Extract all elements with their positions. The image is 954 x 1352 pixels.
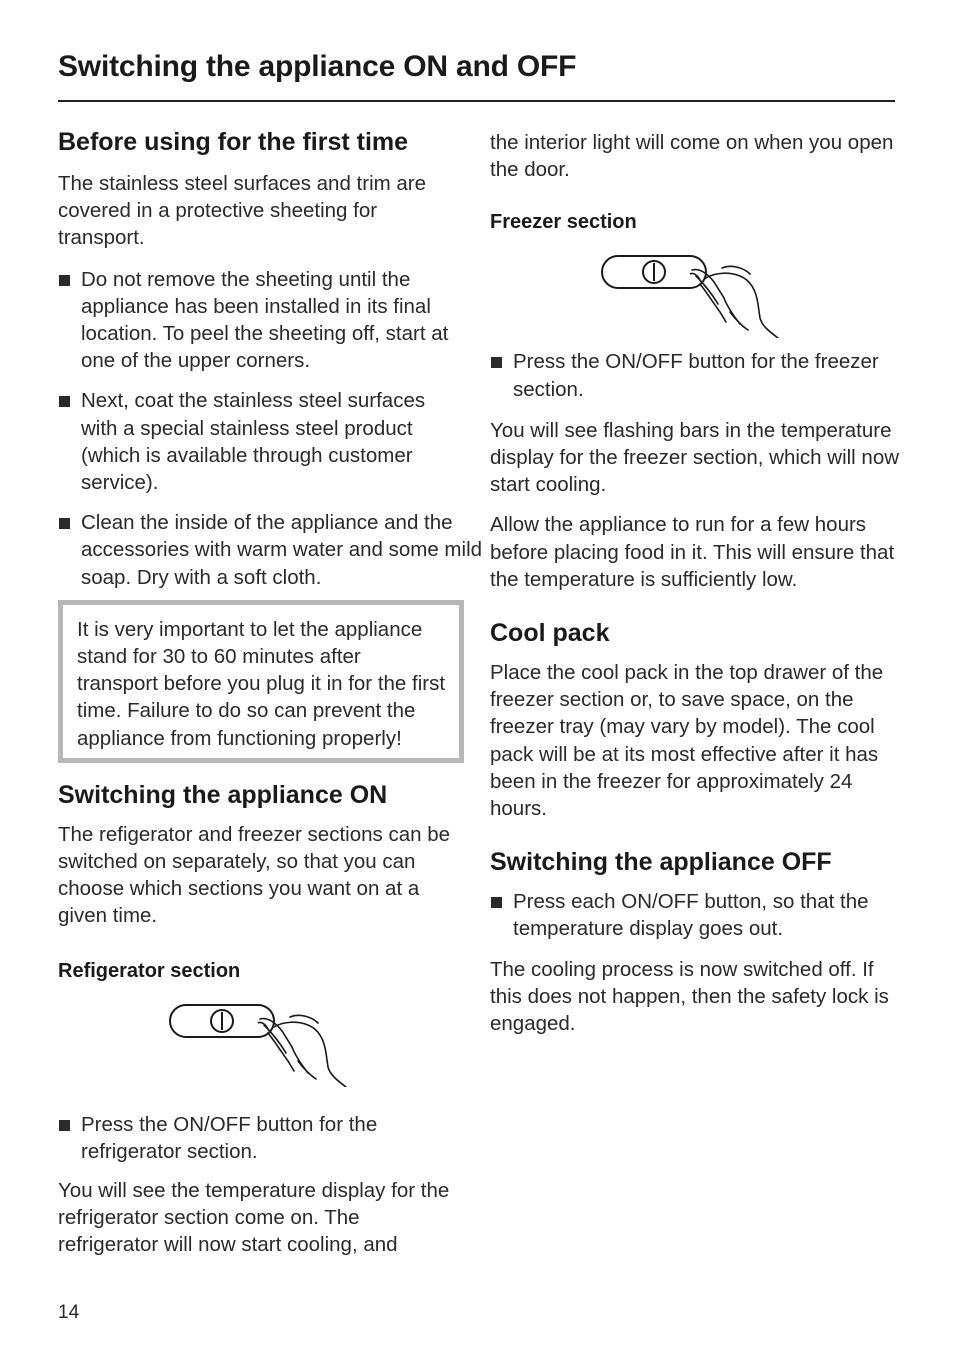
important-notice [58, 600, 464, 763]
switching-off-heading: Switching the appliance OFF [490, 848, 832, 877]
refrigerator-section-heading: Refigerator section [58, 959, 241, 982]
refrigerator-button-figure [58, 985, 464, 1097]
list-item: Do not remove the sheeting until the appliance has been installed in its final location. To peel the sheeting off, start at one of the upper corners. [58, 266, 464, 375]
list-item: Next, coat the stainless steel surfaces with a special stainless steel product (which is available through customer service). [58, 387, 464, 496]
cool-pack-heading: Cool pack [490, 619, 610, 648]
freezer-section-heading: Freezer section [490, 211, 637, 234]
title-rule [58, 100, 895, 102]
hand-pressing-power-button-icon [168, 1003, 368, 1087]
switching-off-text: The cooling process is now switched off. If this does not happen, then the safety lock is engaged. [490, 957, 889, 1036]
list-item: Press each ON/OFF button, so that the temperature display goes out. [490, 888, 900, 942]
before-heading: Before using for the first time [58, 128, 409, 156]
list-item: Press the ON/OFF button for the freezer section. [490, 348, 900, 402]
left-column [58, 126, 483, 1259]
cool-pack-text: Place the cool pack in the top drawer of the freezer section or, to save space, on the freezer tray (may vary by model). The cool pack will be at its most effective after it has been in the freezer for approximately 24 hours. [490, 661, 884, 821]
refrigerator-text: You will see the temperature display for the refrigerator section come on. The refrigerator will now start cooling, and [58, 1179, 450, 1257]
before-intro: The stainless steel surfaces and trim are covered in a protective sheeting for transport. [58, 172, 427, 250]
freezer-text-2: Allow the appliance to run for a few hours before placing food in it. This will ensure that the temperature is sufficiently low. [490, 513, 895, 591]
switching-on-intro: The refigerator and freezer sections can be switched on separately, so that you can choose which sections you want on at a given time. [58, 822, 450, 928]
page-number: 14 [58, 1302, 80, 1323]
right-column [490, 129, 900, 1037]
list-item: Clean the inside of the appliance and the accessories with warm water and some mild soap. Dry with a soft cloth. [58, 509, 491, 591]
switching-on-heading: Switching the appliance ON [58, 780, 388, 809]
list-item: Press the ON/OFF button for the refrigerator section. [58, 1111, 464, 1165]
page-title: Switching the appliance ON and OFF [58, 50, 577, 83]
hand-pressing-power-button-icon [600, 254, 800, 338]
freezer-text-1: You will see flashing bars in the temperature display for the freezer section, which will now start cooling. [490, 418, 900, 497]
continued-text: the interior light will come on when you open the door. [490, 131, 894, 182]
notice-text: It is very important to let the appliance stand for 30 to 60 minutes after transport before you plug it in for the first time. Failure to do so can prevent the appliance from functioning properly! [77, 617, 446, 750]
freezer-button-figure [490, 236, 900, 348]
